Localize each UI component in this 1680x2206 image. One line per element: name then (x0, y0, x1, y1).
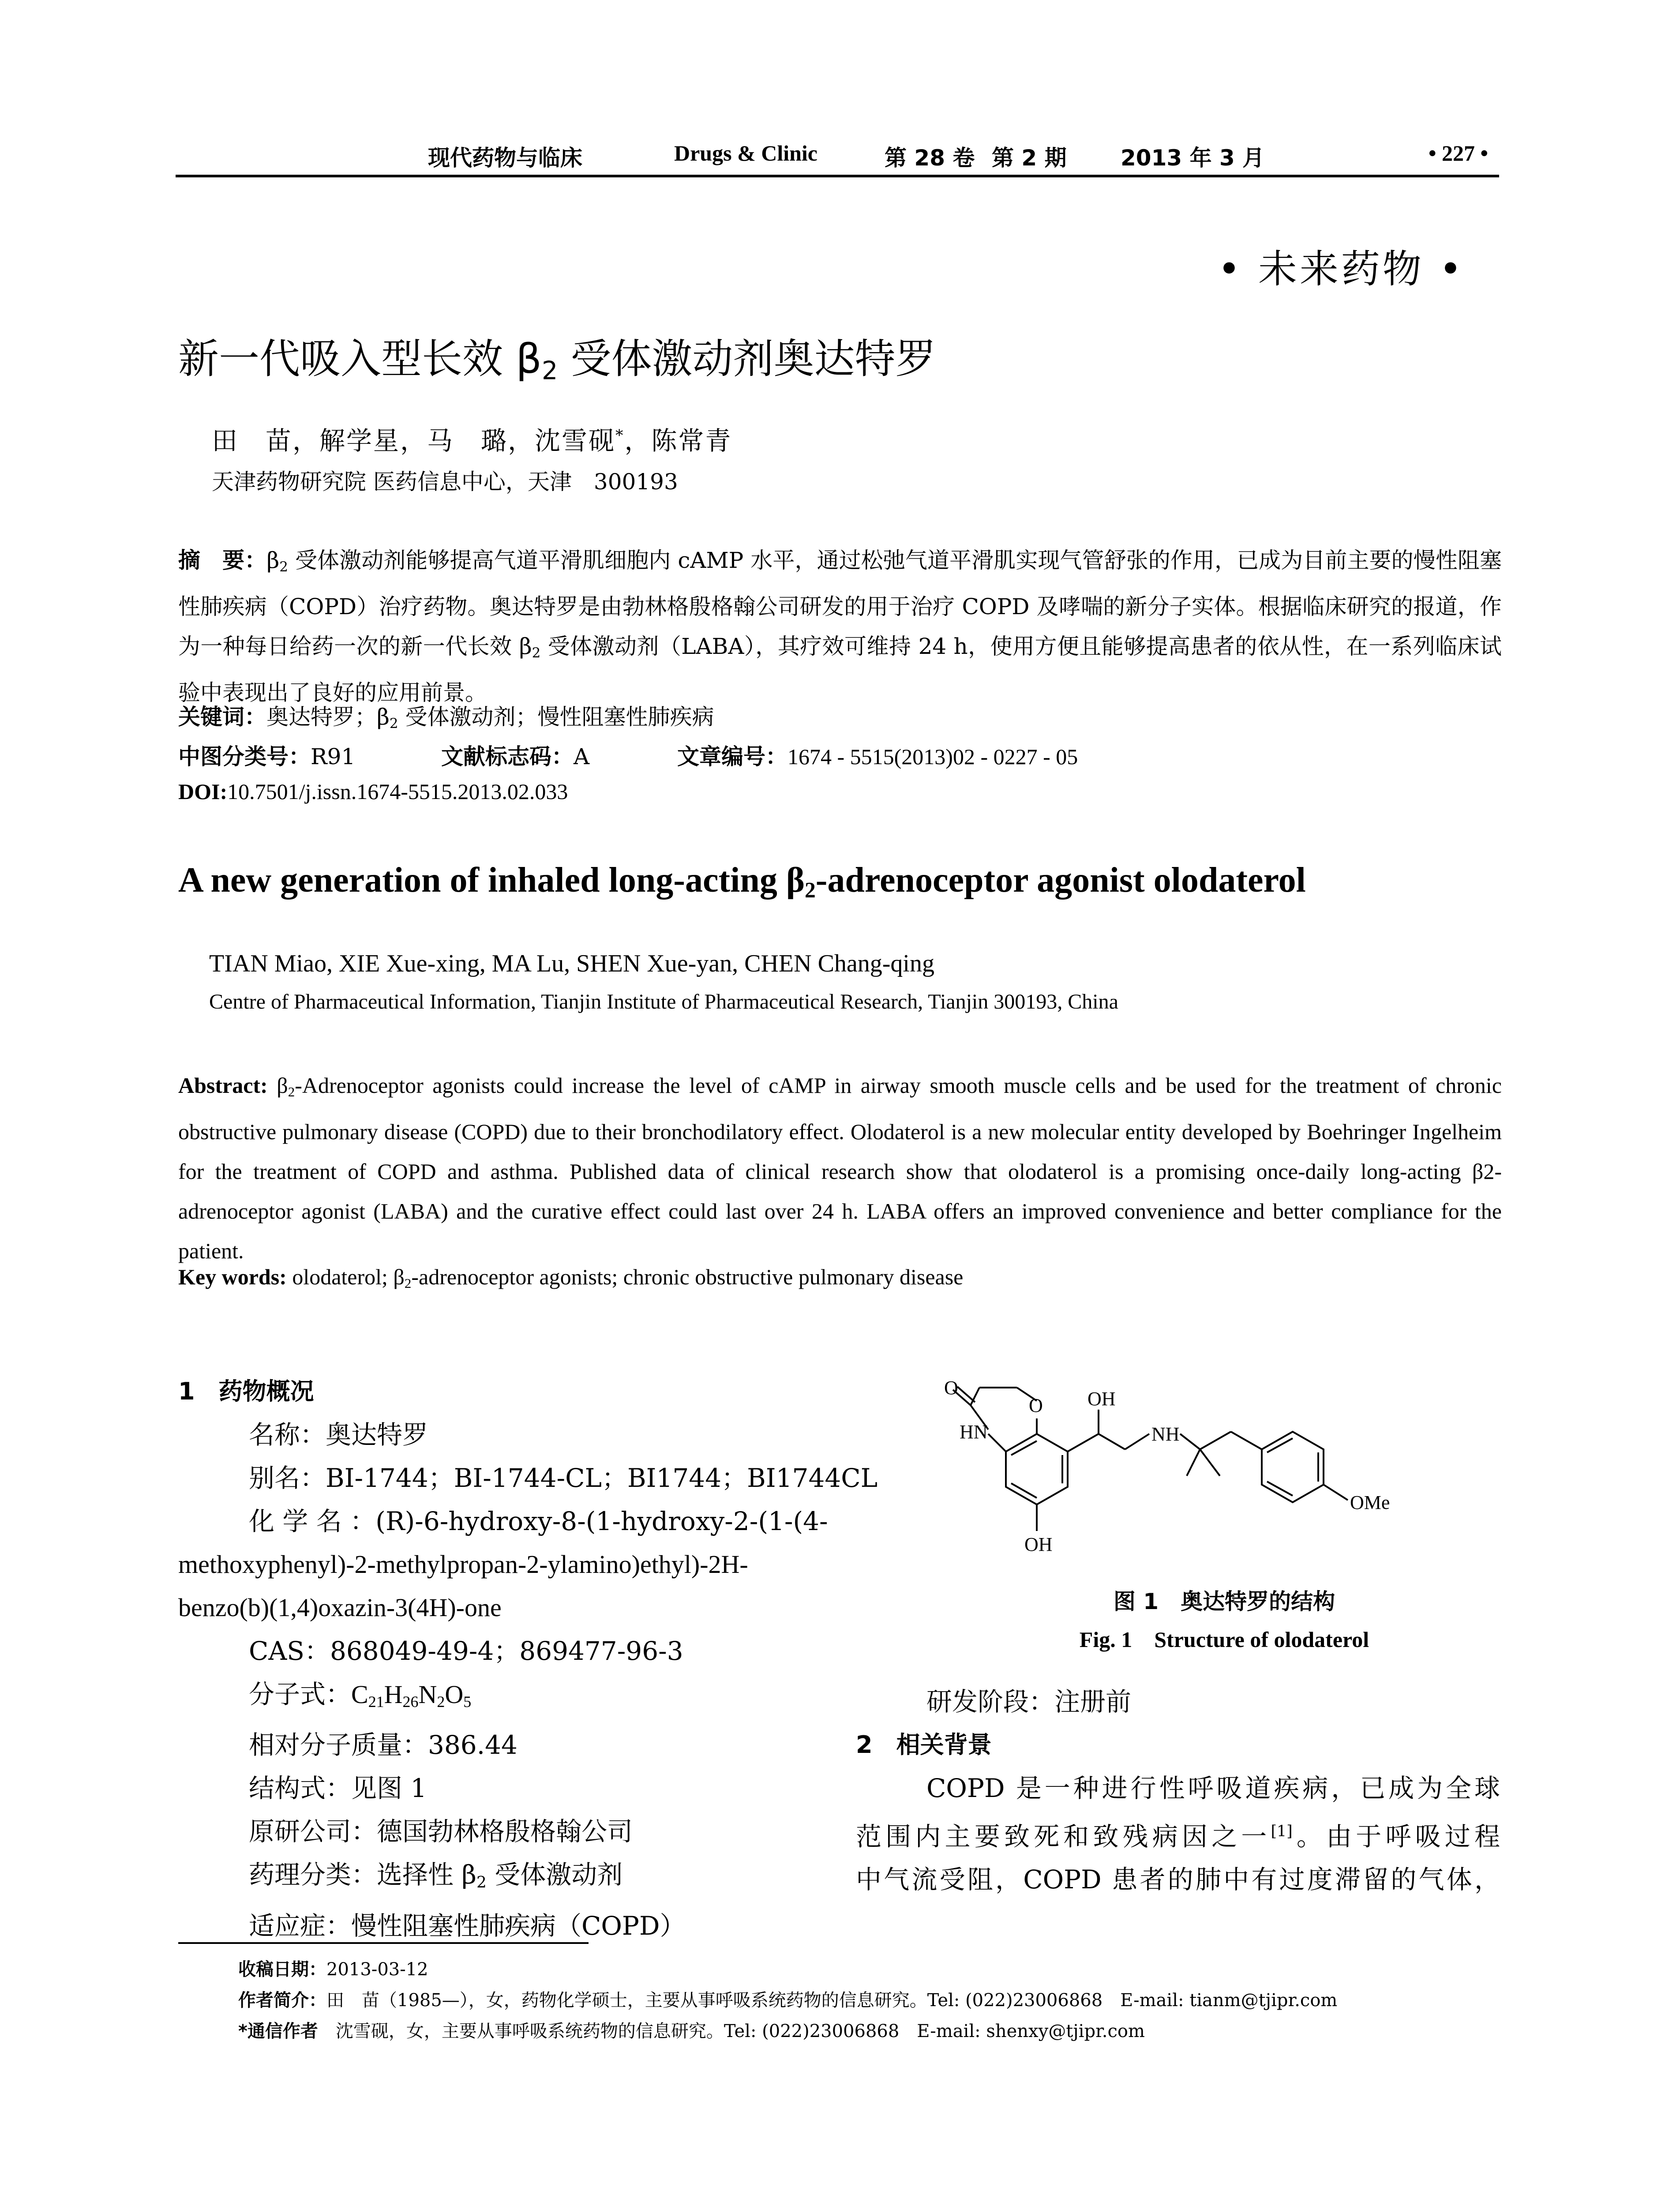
paragraph-line: 范围内主要致死和致残病因之一[1]。由于呼吸过程 (856, 1821, 1500, 1852)
authors-en: TIAN Miao, XIE Xue-xing, MA Lu, SHEN Xue-yan, CHEN Chang-qing (209, 950, 934, 977)
olodaterol-structure-diagram (926, 1368, 1522, 1571)
issue: 第 2 期 (992, 145, 1067, 171)
abstract-cn: 摘 要：$\beta_2$ 受体激动剂能够提高气道平滑肌细胞内 cAMP 水平，通过松弛气道平滑肌实现气管舒张的作用，已成为目前主要的慢性阻塞性肺疾病（COPD）治疗药物。奥达特罗是由勃林格殷格翰公司研发的用于治疗 COPD 及哮喘的新分子实体。根据临床研究的报道，作为一种每日给药一次的新一代长效 $\beta_2$ 受体激动剂（LABA），其疗效可维持 24 h，使用方便且能够提高患者的依从性，在一系列临床试验中表现出了良好的应用前景。 (178, 548, 1502, 705)
label-oh-top: OH (1088, 1388, 1116, 1410)
chemical-name-cont-2: benzo(b)(1,4)oxazin-3(4H)-one (178, 1593, 502, 1622)
chemical-name: 化 学 名 ：(R)-6-hydroxy-8-(1-hydroxy-2-(1-(4- (249, 1506, 828, 1536)
keywords-en: Key words: olodaterol; $\beta_2$-adrenoceptor agonists; chronic obstructive pulmonary disease (178, 1264, 964, 1291)
volume: 第 28 卷 (885, 145, 975, 171)
pharm-class: 药理分类：选择性 $\beta_2$ 受体激动剂 (249, 1859, 623, 1891)
authors-cn: 田 苗，解学星，马 璐，沈雪砚*，陈常青 (212, 426, 732, 456)
section-2-heading: 2 相关背景 (856, 1731, 992, 1759)
journal-name-en: Drugs & Clinic (674, 141, 818, 165)
label-oh-bottom: OH (1024, 1534, 1053, 1555)
label-hn: HN (960, 1421, 988, 1443)
molecular-formula: 分子式：$C_{21}H_{26}N_2O_5$ (249, 1679, 472, 1711)
section-tag: • 未来药物 • (1218, 246, 1465, 292)
date: 2013 年 3 月 (1121, 145, 1265, 171)
label-o-carbonyl: O (944, 1377, 958, 1399)
document-code: 文献标志码：A (441, 744, 590, 769)
section-1 (178, 1370, 878, 1947)
label-o-ring: O (1029, 1395, 1043, 1416)
structure-figure (926, 1368, 1522, 1571)
corresponding-author: *通信作者 沈雪砚，女，主要从事呼吸系统药物的信息研究。Tel: (022)23006868 E-mail: shenxy@tjipr.com (238, 2021, 1145, 2041)
section-1-heading: 1 药物概况 (178, 1377, 314, 1405)
originator: 原研公司：德国勃林格殷格翰公司 (249, 1816, 633, 1846)
cas-number: CAS：868049-49-4；869477-96-3 (249, 1636, 683, 1666)
drug-alias: 别名：BI-1744；BI-1744-CL；BI1744；BI1744CL (249, 1463, 878, 1493)
molecular-weight: 相对分子质量：386.44 (249, 1730, 518, 1760)
chemical-name-cont-1: methoxyphenyl)-2-methylpropan-2-ylamino)ethyl)-2H- (178, 1550, 748, 1579)
development-stage: 研发阶段：注册前 (926, 1687, 1132, 1717)
received-date: 收稿日期：2013-03-12 (238, 1959, 428, 1980)
doi: DOI:10.7501/j.issn.1674-5515.2013.02.033 (178, 779, 568, 804)
author-bio: 作者简介：田 苗（1985—），女，药物化学硕士，主要从事呼吸系统药物的信息研究。Tel: (022)23006868 E-mail: tianm@tjipr.com (238, 1990, 1338, 2011)
label-nh: NH (1151, 1423, 1180, 1445)
drug-name: 名称：奥达特罗 (249, 1420, 428, 1450)
footnote-rule (178, 1942, 589, 1944)
figure-caption-cn: 图 1 奥达特罗的结构 (1113, 1589, 1335, 1614)
affiliation-en: Centre of Pharmaceutical Information, Tianjin Institute of Pharmaceutical Research, Tianjin 300193, China (209, 990, 1118, 1013)
label-ome: OMe (1350, 1492, 1390, 1513)
classification-line: 中图分类号：R91 (178, 744, 356, 769)
journal-name-cn: 现代药物与临床 (428, 145, 582, 171)
affiliation-cn: 天津药物研究院 医药信息中心，天津 300193 (212, 469, 678, 495)
structure-ref: 结构式：见图 1 (249, 1773, 427, 1803)
paragraph-line: COPD 是一种进行性呼吸道疾病，已成为全球 (926, 1773, 1500, 1803)
abstract-en: Abstract: $\beta_2$-Adrenoceptor agonists could increase the level of cAMP in airway smooth muscle cells and be used for the treatment of chronic obstructive pulmonary disease (COPD) due to their bronchodilatory effect. Olodaterol is a new molecular entity developed by Boehringer Ingelheim for the treatment of COPD and asthma. Published data of clinical research show that olodaterol is a promising once-daily long-acting β2-adrenoceptor agonist (LABA) and the curative effect could last over 24 h. LABA offers an improved convenience and better compliance for the patient. (178, 1073, 1502, 1263)
article-number: 文章编号：1674 - 5515(2013)02 - 0227 - 05 (677, 744, 1078, 769)
right-column (856, 1680, 1500, 1901)
header-rule (176, 175, 1499, 177)
keywords-cn: 关键词：奥达特罗；$\beta_2$ 受体激动剂；慢性阻塞性肺疾病 (178, 704, 714, 732)
page-number: • 227 • (1429, 141, 1489, 165)
title-cn: 新一代吸入型长效 $\beta_2$ 受体激动剂奥达特罗 (178, 335, 936, 386)
paragraph-line: 中气流受阻，COPD 患者的肺中有过度滞留的气体， (856, 1865, 1500, 1895)
title-en: A new generation of inhaled long-acting $\beta_2$-adrenoceptor agonist olodaterol (178, 861, 1306, 902)
figure-caption-en: Fig. 1 Structure of olodaterol (1079, 1627, 1369, 1652)
indication: 适应症：慢性阻塞性肺疾病（COPD） (249, 1910, 686, 1941)
